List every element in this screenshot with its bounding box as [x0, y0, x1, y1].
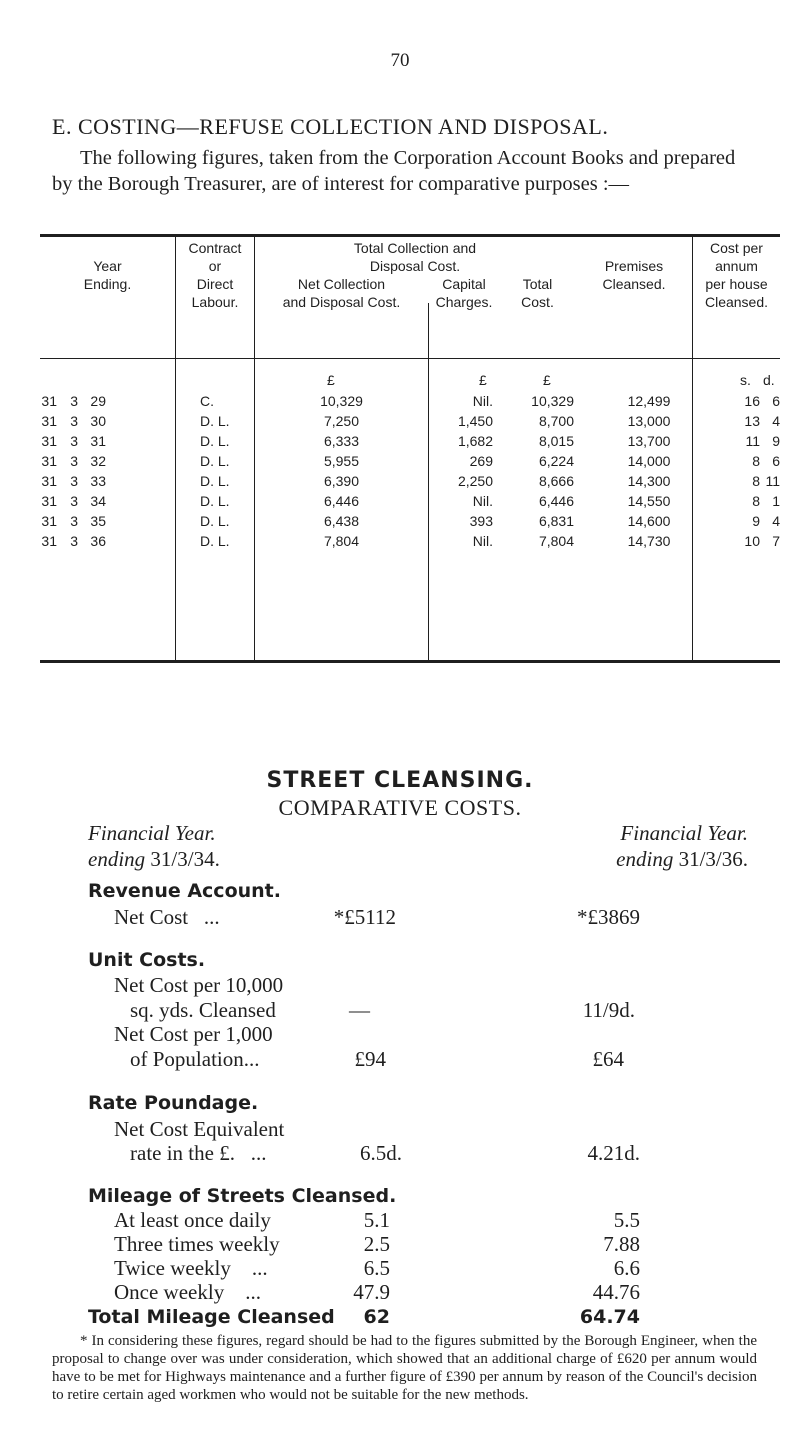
page-number: 70: [390, 50, 410, 71]
header-total-collection-group: Total Collection and Disposal Cost.: [353, 240, 477, 274]
table-row: 31 3 36 D. L. 7,804 Nil. 7,804 14,730 10 7: [41, 533, 780, 549]
header-cost-per-house: Cost per annum per house Cleansed.: [704, 240, 769, 310]
section-heading: E. COSTING—REFUSE COLLECTION AND DISPOSAL.: [52, 114, 609, 139]
mileage-once-weekly-1936: 44.76: [592, 1280, 640, 1304]
table-top-rule: [40, 234, 780, 237]
unit-cost-population-1936: £64: [592, 1047, 624, 1071]
net-cost-label: Net Cost ...: [114, 905, 220, 929]
rate-label-1: Net Cost Equivalent: [114, 1117, 285, 1141]
mileage-twice-weekly-1936: 6.6: [613, 1256, 640, 1280]
unit-pound: £: [327, 372, 335, 388]
revenue-account-heading: Revenue Account.: [88, 880, 281, 902]
unit-cost-area-label-1: Net Cost per 10,000: [114, 973, 284, 997]
net-cost-1936: *£3869: [577, 905, 640, 929]
total-mileage-1934: 62: [363, 1306, 390, 1328]
unit-cost-area-label-2: sq. yds. Cleansed: [130, 998, 276, 1022]
unit-pence: d.: [763, 372, 775, 388]
header-net-collection: Net Collection and Disposal Cost.: [282, 276, 401, 310]
mileage-three-weekly-1934: 2.5: [363, 1232, 390, 1256]
mileage-once-weekly-1934: 47.9: [353, 1280, 390, 1304]
unit-pound: £: [479, 372, 487, 388]
street-cleansing-title: STREET CLEANSING.: [266, 768, 534, 793]
rate-poundage-heading: Rate Poundage.: [88, 1092, 259, 1114]
header-total-cost: Total Cost.: [521, 276, 554, 310]
total-mileage-1936: 64.74: [579, 1306, 640, 1328]
mileage-twice-weekly-1934: 6.5: [363, 1256, 390, 1280]
unit-shillings: s.: [740, 372, 751, 388]
table-row: 31 3 32 D. L. 5,955 269 6,224 14,000 8 6: [41, 453, 780, 469]
comparative-costs-subtitle: COMPARATIVE COSTS.: [278, 795, 522, 820]
rate-label-2: rate in the £. ...: [130, 1141, 267, 1165]
mileage-daily-label: At least once daily: [114, 1208, 271, 1232]
financial-year-right: Financial Year. ending 31/3/36.: [616, 821, 748, 871]
financial-year-left: Financial Year. ending 31/3/34.: [88, 821, 220, 871]
table-header-rule: [40, 358, 780, 359]
unit-pound: £: [543, 372, 551, 388]
table-row: 31 3 34 D. L. 6,446 Nil. 6,446 14,550 8 1: [41, 493, 780, 509]
mileage-once-weekly-label: Once weekly ...: [114, 1280, 261, 1304]
table-row: 31 3 29 C. 10,329 Nil. 10,329 12,499 16 6: [41, 393, 780, 409]
unit-cost-population-label-1: Net Cost per 1,000: [114, 1022, 273, 1046]
header-premises: Premises Cleansed.: [602, 258, 666, 292]
table-row: 31 3 33 D. L. 6,390 2,250 8,666 14,300 8 11: [41, 473, 780, 489]
header-year: Year Ending.: [83, 258, 132, 292]
mileage-daily-1934: 5.1: [363, 1208, 390, 1232]
unit-cost-area-1934: —: [349, 998, 370, 1022]
unit-costs-heading: Unit Costs.: [88, 949, 206, 971]
table-row: 31 3 30 D. L. 7,250 1,450 8,700 13,000 13 4: [41, 413, 780, 429]
mileage-three-weekly-label: Three times weekly: [114, 1232, 280, 1256]
unit-cost-population-1934: £94: [354, 1047, 386, 1071]
rate-1936: 4.21d.: [587, 1141, 640, 1165]
unit-cost-area-1936: 11/9d.: [582, 998, 635, 1022]
mileage-daily-1936: 5.5: [613, 1208, 640, 1232]
mileage-three-weekly-1936: 7.88: [603, 1232, 640, 1256]
mileage-heading: Mileage of Streets Cleansed.: [88, 1185, 397, 1207]
header-capital-charges: Capital Charges.: [435, 276, 493, 310]
table-bottom-rule: [40, 660, 780, 663]
table-row: 31 3 35 D. L. 6,438 393 6,831 14,600 9 4: [41, 513, 780, 529]
mileage-twice-weekly-label: Twice weekly ...: [114, 1256, 268, 1280]
total-mileage-label: Total Mileage Cleansed: [88, 1306, 335, 1328]
intro-paragraph: The following figures, taken from the Corporation Account Books and prepared by the Borough Treasurer, are of interest for comparative purposes :—: [52, 147, 736, 195]
rate-1934: 6.5d.: [360, 1141, 402, 1165]
header-contract: Contract or Direct Labour.: [188, 240, 242, 310]
table-row: 31 3 31 D. L. 6,333 1,682 8,015 13,700 11 9: [41, 433, 780, 449]
refuse-costing-table: [40, 234, 780, 754]
footnote: * In considering these figures, regard should be had to the figures submitted by the Borough Engineer, when the proposal to change over was under consideration, which showed that an additional charge of £620 per annum would have to be met for Highways maintenance and a further figure of £390 per annum by reason of the Council's decision to retire certain aged workmen who would not be suitable for the new methods.: [52, 1333, 757, 1403]
unit-cost-population-label-2: of Population...: [130, 1047, 260, 1071]
net-cost-1934: *£5112: [333, 905, 396, 929]
